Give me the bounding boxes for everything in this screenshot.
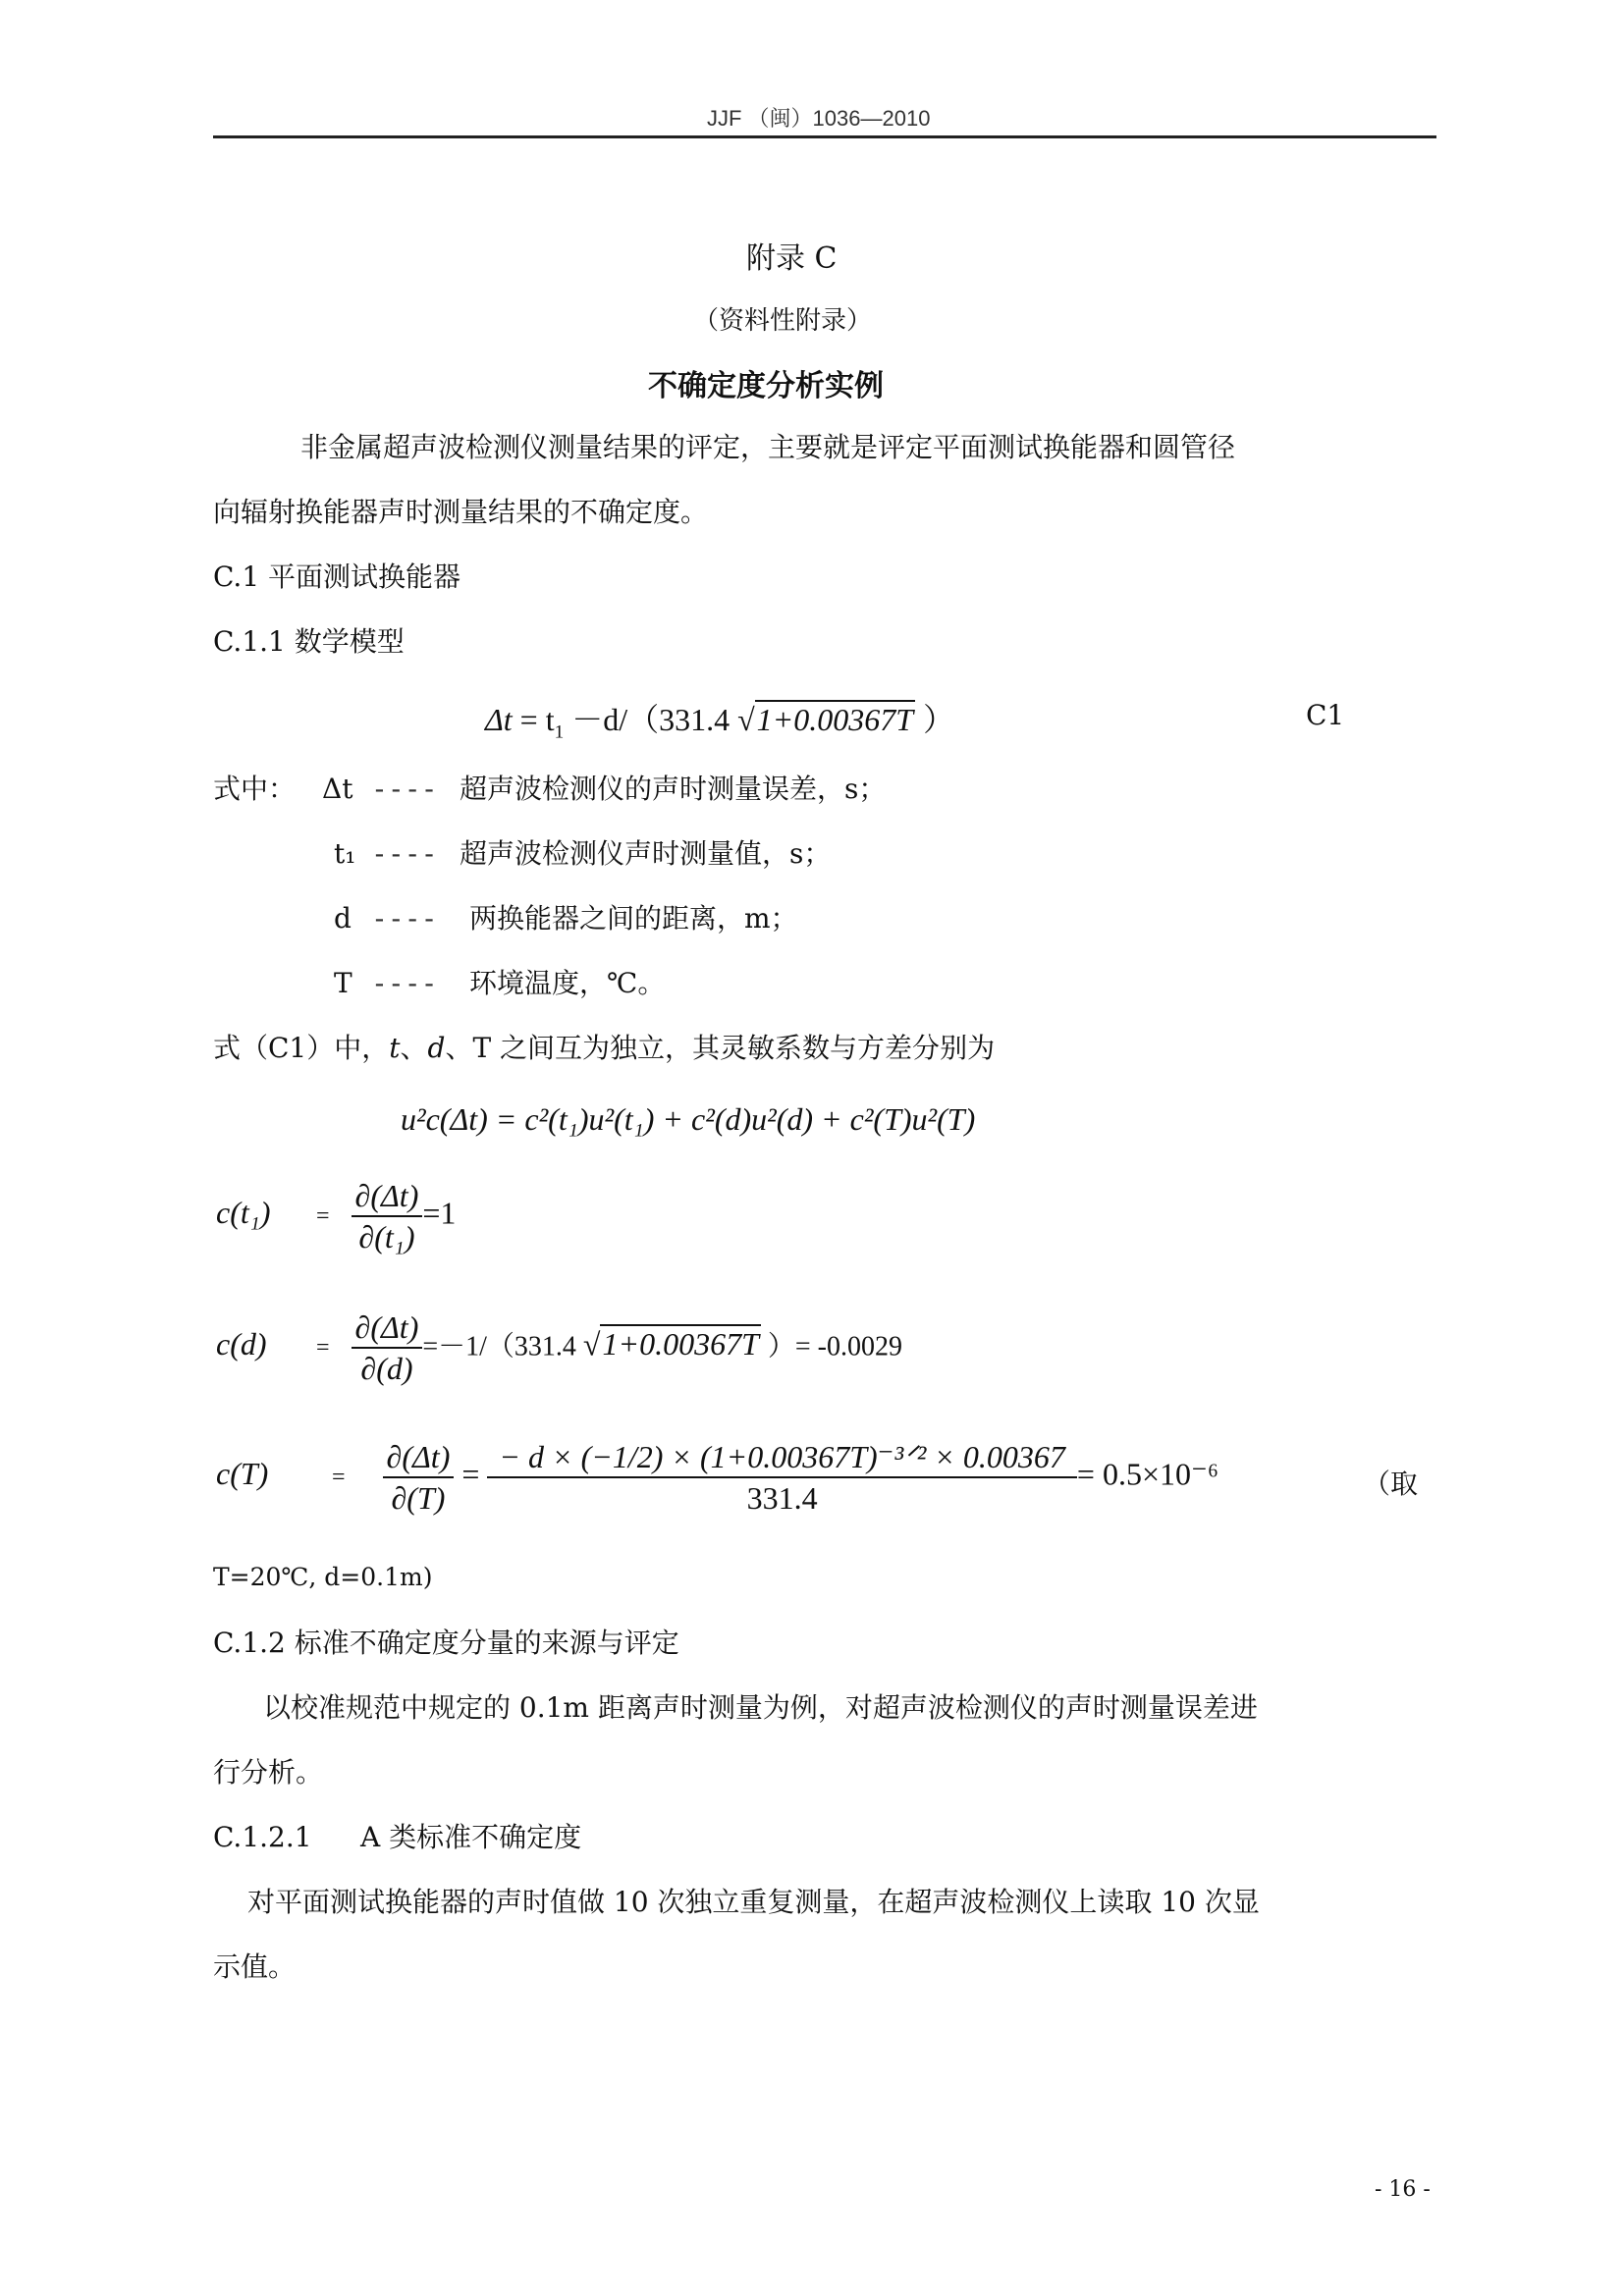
def-symbol: d [334, 902, 352, 934]
formula-c1 [485, 695, 954, 743]
variance-equation: u²c(Δt) = c²(t₁)u²(t₁) + c²(d)u²(d) + c²(T)u²(T) [401, 1101, 976, 1137]
formula-c1-rhs-a: = t [512, 702, 555, 737]
sens-d: d [427, 1032, 446, 1064]
document-code: JJF （闽）1036—2010 [707, 106, 931, 131]
def-dash: ---- [371, 837, 438, 870]
formula-c1-rhs-c: ） [915, 702, 955, 737]
section-c121 [213, 1816, 581, 1855]
sens-sep2: 、 [445, 1032, 473, 1064]
c-t1-den: ∂(t₁) [358, 1219, 415, 1255]
def-desc: 超声波检测仪的声时测量误差，s； [460, 773, 887, 805]
section-c12: C.1.2 标准不确定度分量的来源与评定 [213, 1627, 679, 1659]
c-T-big-fraction [487, 1437, 1077, 1518]
header-rule [213, 135, 1436, 138]
def-row [322, 768, 886, 807]
sensitivity-intro [213, 1027, 995, 1066]
c-t1-fraction [352, 1176, 423, 1256]
def-dash: ---- [371, 773, 438, 805]
c-T-result: = 0.5×10⁻⁶ [1076, 1456, 1219, 1492]
c-t1-result: =1 [422, 1195, 457, 1231]
formula-c1-lhs: Δt [485, 702, 513, 737]
c-d-num: ∂(Δt) [352, 1308, 423, 1349]
c-t1-num: ∂(Δt) [352, 1176, 423, 1217]
section-c11: C.1.1 数学模型 [213, 625, 405, 658]
page-heading: 不确定度分析实例 [648, 369, 884, 403]
def-dash: ---- [371, 967, 438, 999]
def-symbol: t₁ [334, 837, 356, 870]
def-symbol: Δt [322, 773, 353, 805]
def-row [334, 962, 665, 1001]
page-number: - 16 - [1375, 2177, 1431, 2202]
c-d-equation [216, 1308, 902, 1388]
formula-c1-rhs-b: －d/（331.4 [564, 702, 738, 737]
intro-line-2: 向辐射换能器声时测量结果的不确定度。 [213, 496, 709, 528]
c-T-den: ∂(T) [391, 1480, 446, 1516]
c-T-note-open: （取 [1363, 1468, 1419, 1500]
c121-line-2: 示值。 [213, 1950, 297, 1983]
c12-line-2: 行分析。 [213, 1756, 324, 1789]
c-t1-equation [216, 1176, 456, 1256]
c-T-big-num: − d × (−1/2) × (1+0.00367T)⁻³ᐟ² × 0.00367 [487, 1437, 1077, 1478]
formula-c1-label: C1 [1306, 699, 1345, 731]
formula-c1-radicand: 1+0.00367T [756, 702, 914, 737]
c-d-fraction [352, 1308, 423, 1388]
c-T-lhs: c(T) [216, 1456, 269, 1492]
c-d-mid: =－1/（331.4 [422, 1331, 583, 1362]
formula-c1-sub: 1 [554, 721, 565, 743]
sens-rest: T 之间互为独立，其灵敏系数与方差分别为 [472, 1032, 996, 1064]
def-desc: 环境温度，℃。 [469, 967, 666, 999]
c-d-radicand: 1+0.00367T [602, 1326, 759, 1362]
sens-a: 式（C1）中， [213, 1032, 390, 1064]
c-T-note-close: T=20℃, d=0.1m) [213, 1563, 433, 1591]
def-desc: 两换能器之间的距离，m； [469, 902, 798, 934]
sens-sep1: 、 [400, 1032, 428, 1064]
def-symbol: T [334, 967, 352, 999]
section-c1: C.1 平面测试换能器 [213, 561, 461, 593]
def-row [334, 832, 831, 872]
section-c121-number: C.1.2.1 [213, 1821, 312, 1853]
c-T-big-den: 331.4 [746, 1480, 818, 1516]
appendix-subtitle: （资料性附录） [693, 306, 873, 336]
sqrt-sign: √ [737, 702, 755, 737]
c-t1-eq: = [316, 1203, 330, 1230]
def-dash: ---- [371, 902, 438, 934]
c-T-eq2: = [461, 1456, 480, 1492]
appendix-title: 附录 C [746, 241, 838, 276]
c-t1-lhs: c(t₁) [216, 1195, 271, 1231]
definitions-prefix: 式中： [213, 773, 297, 805]
intro-line-1: 非金属超声波检测仪测量结果的评定，主要就是评定平面测试换能器和圆管径 [300, 431, 1236, 463]
c-T-eq: = [332, 1465, 346, 1491]
c12-line-1: 以校准规范中规定的 0.1m 距离声时测量为例，对超声波检测仪的声时测量误差进 [263, 1691, 1258, 1724]
c121-line-1: 对平面测试换能器的声时值做 10 次独立重复测量，在超声波检测仪上读取 10 次显 [247, 1886, 1260, 1918]
c-d-eq: = [316, 1335, 330, 1362]
section-c121-title: A 类标准不确定度 [360, 1821, 582, 1853]
c-d-den: ∂(d) [360, 1351, 413, 1386]
c-T-fraction [383, 1437, 455, 1518]
sens-t: t [389, 1032, 401, 1064]
def-row [334, 897, 798, 936]
def-desc: 超声波检测仪声时测量值，s； [460, 837, 832, 870]
c-d-result: ）= -0.0029 [760, 1331, 902, 1362]
c-T-equation [216, 1437, 1218, 1518]
sqrt-sign: √ [582, 1326, 601, 1362]
c-d-lhs: c(d) [216, 1326, 267, 1362]
c-T-num: ∂(Δt) [383, 1437, 455, 1478]
